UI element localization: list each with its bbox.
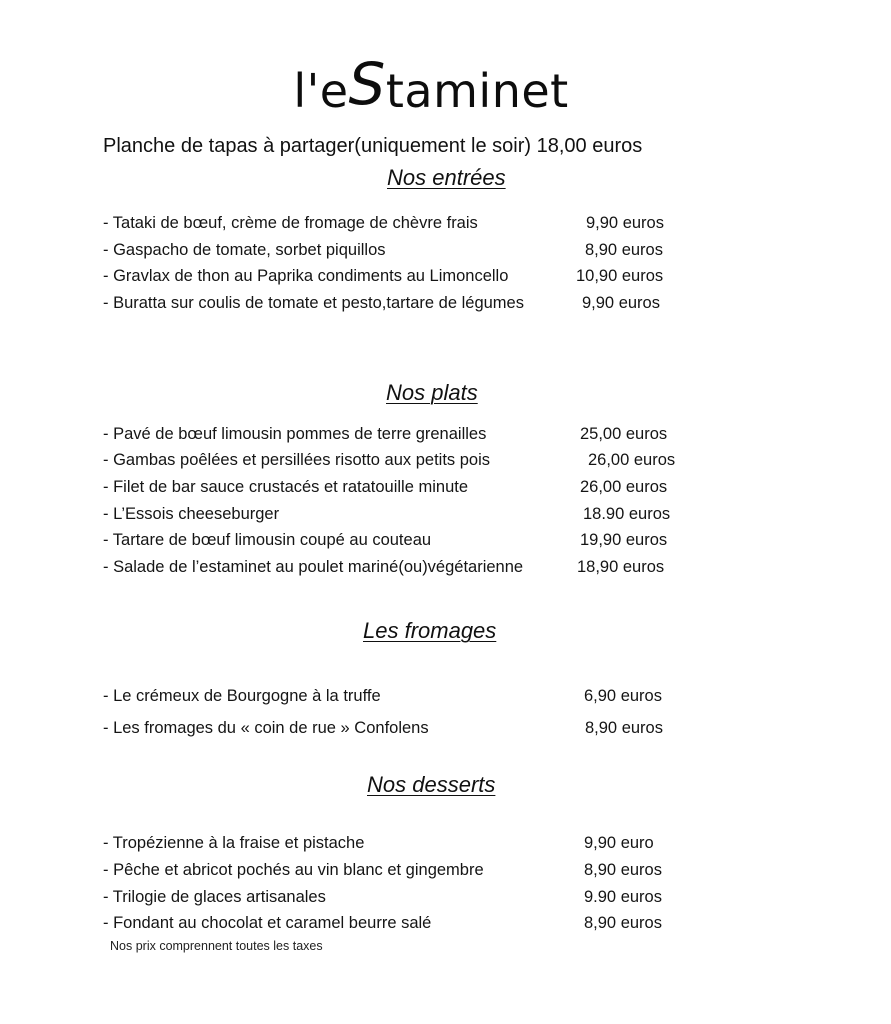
menu-item-name: - Trilogie de glaces artisanales (103, 888, 326, 906)
section-heading-entrees: Nos entrées (387, 165, 506, 190)
menu-item-name: - Pavé de bœuf limousin pommes de terre grenailles (103, 425, 487, 443)
menu-item-name: - Tropézienne à la fraise et pistache (103, 834, 365, 852)
tax-footnote: Nos prix comprennent toutes les taxes (110, 939, 323, 953)
menu-item-name: - Les fromages du « coin de rue » Confolens (103, 719, 429, 737)
menu-item-name: - Fondant au chocolat et caramel beurre salé (103, 914, 432, 932)
menu-item-price: 8,90 euros (585, 241, 663, 259)
menu-item-name: - Le crémeux de Bourgogne à la truffe (103, 687, 381, 705)
title-prefix: l'e (293, 64, 349, 118)
menu-item-price: 19,90 euros (580, 531, 668, 549)
menu-item-price: 26,00 euros (580, 478, 668, 496)
menu-item-price: 26,00 euros (588, 451, 676, 469)
menu-item-name: - Filet de bar sauce crustacés et ratatouille minute (103, 478, 469, 496)
menu-item-name: - Gambas poêlées et persillées risotto aux petits pois (103, 451, 491, 469)
menu-item-name: - Tataki de bœuf, crème de fromage de chèvre frais (103, 214, 478, 232)
menu-item-price: 9,90 euros (582, 294, 660, 312)
menu-item-name: - Salade de l’estaminet au poulet mariné(ou)végétarienne (103, 558, 524, 576)
menu-item-price: 8,90 euros (584, 914, 662, 932)
section-heading-plats: Nos plats (386, 380, 478, 405)
menu-item-name: - L’Essois cheeseburger (103, 505, 280, 523)
menu-item-price: 25,00 euros (580, 425, 668, 443)
menu-item-name: - Pêche et abricot pochés au vin blanc et gingembre (103, 861, 484, 879)
section-heading-desserts: Nos desserts (367, 772, 496, 797)
menu-item-price: 8,90 euros (584, 861, 662, 879)
menu-item-price: 18.90 euros (583, 505, 671, 523)
menu-item-price: 9.90 euros (584, 888, 662, 906)
menu-item-name: - Gaspacho de tomate, sorbet piquillos (103, 241, 386, 259)
menu-item-price: 9,90 euros (586, 214, 664, 232)
tapas-offer: Planche de tapas à partager(uniquement le soir) 18,00 euros (103, 135, 643, 157)
menu-item-price: 10,90 euros (576, 267, 664, 285)
menu-item-name: - Tartare de bœuf limousin coupé au couteau (103, 531, 432, 549)
menu-item-price: 18,90 euros (577, 558, 665, 576)
restaurant-title (0, 50, 862, 118)
section-heading-fromages: Les fromages (363, 618, 497, 643)
title-suffix: taminet (385, 64, 569, 118)
menu-item-price: 8,90 euros (585, 719, 663, 737)
menu-item-name: - Buratta sur coulis de tomate et pesto,tartare de légumes (103, 294, 524, 312)
menu-item-price: 6,90 euros (584, 687, 662, 705)
title-big-letter: S (348, 50, 386, 118)
menu-item-price: 9,90 euro (584, 834, 654, 852)
menu-item-name: - Gravlax de thon au Paprika condiments au Limoncello (103, 267, 509, 285)
